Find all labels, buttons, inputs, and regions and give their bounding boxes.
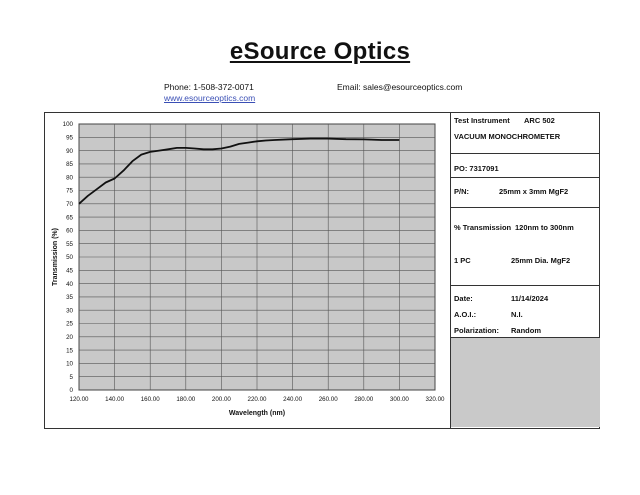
x-tick-label: 160.00 [140,396,160,403]
x-tick-label: 120.00 [69,396,89,403]
x-tick-label: 300.00 [389,396,409,403]
x-tick-label: 140.00 [105,396,125,403]
qty-label: 1 PC [454,256,471,265]
pn-label: P/N: [454,187,469,196]
instrument-name: VACUUM MONOCHROMETER [454,132,561,141]
phone-text: Phone: 1-508-372-0071 [164,82,254,92]
y-tick-label: 60 [66,227,73,235]
y-tick-label: 45 [66,267,73,275]
x-tick-label: 220.00 [247,396,267,403]
y-tick-label: 20 [66,334,73,341]
x-tick-label: 240.00 [283,396,303,403]
pn-box [451,178,600,208]
y-tick-label: 100 [62,121,73,129]
shaded-blank-area [451,338,600,427]
test-instrument-label: Test Instrument [454,116,510,125]
company-title: eSource Optics [229,38,411,65]
y-tick-label: 50 [66,254,73,262]
test-instrument-value: ARC 502 [524,116,555,125]
x-axis-label: Wavelength (nm) [228,410,286,417]
instrument-box [451,112,600,154]
date-value: 11/14/2024 [511,294,549,303]
date-box [451,286,600,338]
info-panel [450,112,600,429]
y-tick-label: 55 [66,240,73,248]
y-tick-label: 70 [66,201,73,208]
y-tick-label: 85 [66,161,73,169]
po-box [451,154,600,178]
aoi-value: N.I. [511,310,523,319]
date-label: Date: [454,294,473,303]
x-tick-label: 200.00 [211,396,231,403]
y-tick-label: 35 [66,294,73,302]
transmission-label: % Transmission [454,223,512,232]
y-tick-label: 90 [66,147,73,155]
qty-description: 25mm Dia. MgF2 [511,256,571,265]
po-number: PO: 7317091 [454,164,499,173]
aoi-label: A.O.I.: [454,310,477,319]
email-text: Email: sales@esourceoptics.com [337,82,463,92]
x-tick-label: 260.00 [318,396,338,403]
y-axis-label: Transmission (%) [52,228,59,286]
x-tick-label: 180.00 [176,396,196,403]
y-tick-label: 75 [66,187,73,195]
y-tick-label: 15 [66,347,73,355]
y-tick-label: 65 [66,214,73,222]
pn-value: 25mm x 3mm MgF2 [499,187,569,196]
y-tick-label: 5 [69,373,73,381]
transmission-chart [45,113,451,428]
polarization-value: Random [511,326,541,335]
y-tick-label: 40 [66,280,73,288]
website-link[interactable]: www.esourceoptics.com [164,93,256,103]
x-tick-label: 320.00 [425,396,445,403]
y-tick-label: 80 [66,174,73,182]
y-tick-label: 25 [66,320,73,328]
polarization-label: Polarization: [454,326,500,335]
transmission-box [451,208,600,286]
x-tick-label: 280.00 [354,396,374,403]
y-tick-label: 30 [66,307,73,315]
y-tick-label: 95 [66,134,73,142]
y-tick-label: 0 [69,387,73,395]
y-tick-label: 10 [66,360,73,368]
transmission-range: 120nm to 300nm [515,223,574,232]
